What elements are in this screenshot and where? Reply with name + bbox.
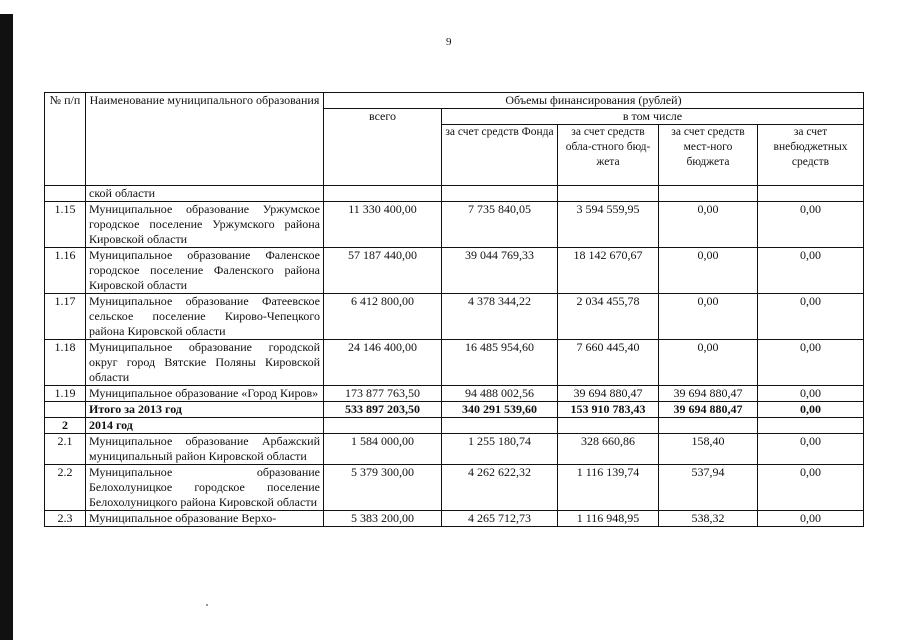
row-total: 1 584 000,00 — [324, 434, 442, 465]
row-local — [659, 186, 758, 202]
row-extra: 0,00 — [758, 202, 864, 248]
scan-speck — [206, 604, 208, 606]
row-municipality: Муниципальное образование Верхо- — [86, 511, 324, 527]
row-total — [324, 418, 442, 434]
row-fund: 4 378 344,22 — [442, 294, 558, 340]
row-municipality: Муниципальное образование Арбажский муниципальный район Кировской области — [86, 434, 324, 465]
row-regional: 2 034 455,78 — [558, 294, 659, 340]
row-extra: 0,00 — [758, 386, 864, 402]
row-total: 6 412 800,00 — [324, 294, 442, 340]
scan-edge-shadow — [0, 14, 13, 640]
row-local: 537,94 — [659, 465, 758, 511]
header-including: в том числе — [442, 109, 864, 125]
row-municipality: Муниципальное образование Фатеевское сельское поселение Кирово-Чепецкого района Кировской области — [86, 294, 324, 340]
row-local: 0,00 — [659, 340, 758, 386]
table-row — [45, 434, 864, 465]
row-fund: 4 265 712,73 — [442, 511, 558, 527]
row-local: 0,00 — [659, 248, 758, 294]
row-municipality: Муниципальное образование Белохолуницкое городское поселение Белохолуницкого района Кировской области — [86, 465, 324, 511]
header-regional-budget: за счет средств обла-стного бюд-жета — [558, 125, 659, 186]
table-row — [45, 386, 864, 402]
row-fund: 39 044 769,33 — [442, 248, 558, 294]
row-extra: 0,00 — [758, 465, 864, 511]
row-extra: 0,00 — [758, 248, 864, 294]
row-total: 57 187 440,00 — [324, 248, 442, 294]
row-regional: 7 660 445,40 — [558, 340, 659, 386]
row-extra: 0,00 — [758, 511, 864, 527]
row-extra: 0,00 — [758, 434, 864, 465]
row-local: 158,40 — [659, 434, 758, 465]
row-regional: 1 116 948,95 — [558, 511, 659, 527]
row-number: 2 — [45, 418, 86, 434]
row-number — [45, 402, 86, 418]
row-regional — [558, 186, 659, 202]
table-row — [45, 294, 864, 340]
row-number — [45, 186, 86, 202]
row-local: 538,32 — [659, 511, 758, 527]
total-local: 39 694 880,47 — [659, 402, 758, 418]
header-extrabudgetary: за счет внебюджетных средств — [758, 125, 864, 186]
total-label: Итого за 2013 год — [86, 402, 324, 418]
row-municipality: Муниципальное образование Фаленское городское поселение Фаленского района Кировской области — [86, 248, 324, 294]
table-row — [45, 511, 864, 527]
table-row — [45, 248, 864, 294]
total-sum: 533 897 203,50 — [324, 402, 442, 418]
row-total: 5 379 300,00 — [324, 465, 442, 511]
row-regional — [558, 418, 659, 434]
row-number: 1.15 — [45, 202, 86, 248]
row-number: 1.19 — [45, 386, 86, 402]
row-number: 1.18 — [45, 340, 86, 386]
row-local: 0,00 — [659, 294, 758, 340]
total-regional: 153 910 783,43 — [558, 402, 659, 418]
table-row-total-2013 — [45, 402, 864, 418]
year-label: 2014 год — [86, 418, 324, 434]
row-fund — [442, 186, 558, 202]
row-regional: 328 660,86 — [558, 434, 659, 465]
table-row-year-2014 — [45, 418, 864, 434]
row-extra — [758, 186, 864, 202]
row-total: 173 877 763,50 — [324, 386, 442, 402]
header-local-budget: за счет средств мест-ного бюджета — [659, 125, 758, 186]
row-municipality: Муниципальное образование Уржумское городское поселение Уржумского района Кировской области — [86, 202, 324, 248]
table-row-continuation — [45, 186, 864, 202]
row-number: 2.2 — [45, 465, 86, 511]
row-municipality: ской области — [86, 186, 324, 202]
header-financing-volumes: Объемы финансирования (рублей) — [324, 93, 864, 109]
row-fund: 1 255 180,74 — [442, 434, 558, 465]
row-fund: 4 262 622,32 — [442, 465, 558, 511]
row-regional: 1 116 139,74 — [558, 465, 659, 511]
row-fund — [442, 418, 558, 434]
header-fund: за счет средств Фонда — [442, 125, 558, 186]
row-fund: 16 485 954,60 — [442, 340, 558, 386]
row-regional: 18 142 670,67 — [558, 248, 659, 294]
row-total: 11 330 400,00 — [324, 202, 442, 248]
row-number: 1.16 — [45, 248, 86, 294]
row-municipality: Муниципальное образование «Город Киров» — [86, 386, 324, 402]
header-municipality: Наименование муниципального образования — [86, 93, 324, 186]
financing-table — [44, 92, 864, 527]
row-total: 5 383 200,00 — [324, 511, 442, 527]
row-extra: 0,00 — [758, 294, 864, 340]
row-local: 0,00 — [659, 202, 758, 248]
row-local: 39 694 880,47 — [659, 386, 758, 402]
table-row — [45, 340, 864, 386]
row-fund: 94 488 002,56 — [442, 386, 558, 402]
row-total: 24 146 400,00 — [324, 340, 442, 386]
row-fund: 7 735 840,05 — [442, 202, 558, 248]
row-number: 1.17 — [45, 294, 86, 340]
row-local — [659, 418, 758, 434]
header-number: № п/п — [45, 93, 86, 186]
row-extra: 0,00 — [758, 340, 864, 386]
table-row — [45, 202, 864, 248]
header-total: всего — [324, 109, 442, 186]
row-municipality: Муниципальное образование городской округ город Вятские Поляны Кировской области — [86, 340, 324, 386]
row-regional: 39 694 880,47 — [558, 386, 659, 402]
row-regional: 3 594 559,95 — [558, 202, 659, 248]
total-extra: 0,00 — [758, 402, 864, 418]
row-number: 2.1 — [45, 434, 86, 465]
table-row — [45, 465, 864, 511]
row-number: 2.3 — [45, 511, 86, 527]
page-number: 9 — [446, 36, 452, 48]
row-extra — [758, 418, 864, 434]
row-total — [324, 186, 442, 202]
total-fund: 340 291 539,60 — [442, 402, 558, 418]
